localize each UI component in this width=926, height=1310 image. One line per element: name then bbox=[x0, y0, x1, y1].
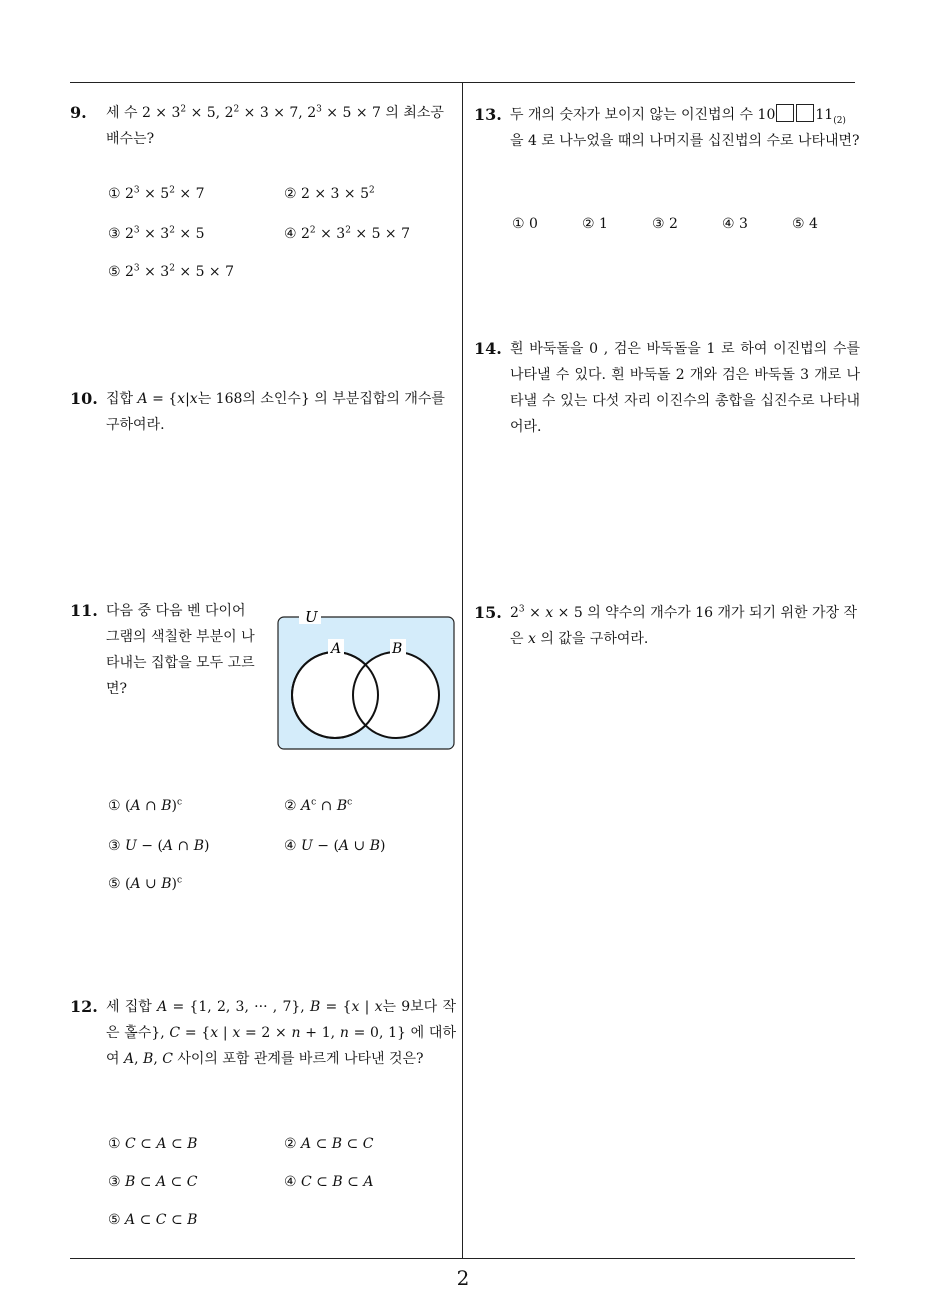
choice-3[interactable]: ③ $2^3 \times 3^2 \times 5$ bbox=[108, 225, 205, 242]
universe-label: U bbox=[305, 608, 318, 626]
question-text: 집합 A = {x|x는 168의 소인수} 의 부분집합의 개수를 구하여라. bbox=[106, 391, 445, 433]
question-number: 15. bbox=[474, 603, 502, 622]
question-number: 12. bbox=[70, 997, 98, 1016]
column-divider bbox=[462, 82, 463, 1258]
question-10 bbox=[70, 386, 456, 438]
choice-1[interactable]: ① $2^3 \times 5^2 \times 7$ bbox=[108, 185, 205, 202]
question-number: 11. bbox=[70, 601, 98, 620]
question-text: 두 개의 숫자가 보이지 않는 이진법의 수 10 $11_{(2)}$ 을 4 로 나누었을 때의 나머지를 십진법의 수로 나타내면? bbox=[510, 102, 860, 154]
question-11 bbox=[70, 598, 258, 702]
venn-diagram bbox=[277, 605, 457, 751]
question-number: 14. bbox=[474, 339, 502, 358]
choice-1[interactable]: ① 0 bbox=[512, 216, 538, 232]
question-9 bbox=[70, 100, 456, 152]
choice-2[interactable]: ② 1 bbox=[582, 216, 608, 232]
question-number: 9. bbox=[70, 103, 87, 122]
choice-2[interactable]: ② A ⊂ B ⊂ C bbox=[284, 1136, 374, 1152]
set-b-label: B bbox=[392, 641, 403, 657]
choice-3[interactable]: ③ U − (A ∩ B) bbox=[108, 838, 210, 854]
choice-2[interactable]: ② $2 \times 3 \times 5^2$ bbox=[284, 185, 375, 202]
question-14 bbox=[474, 336, 860, 440]
choice-5[interactable]: ⑤ (A ∪ B)$^c$ bbox=[108, 875, 183, 892]
choice-1[interactable]: ① (A ∩ B)$^c$ bbox=[108, 797, 183, 814]
choice-5[interactable]: ⑤ A ⊂ C ⊂ B bbox=[108, 1212, 198, 1228]
question-text: 세 집합 A = {1, 2, 3, ··· , 7}, B = {x | x는 9보다 작은 홀수}, C = {x | x = 2 × n + 1, n = 0, 1} 에 대하여 A, B, C 사이의 포함 관계를 바르게 나타낸 것은? bbox=[106, 999, 456, 1067]
question-13 bbox=[474, 102, 860, 154]
choice-1[interactable]: ① C ⊂ A ⊂ B bbox=[108, 1136, 198, 1152]
choice-4[interactable]: ④ 3 bbox=[722, 216, 748, 232]
question-15 bbox=[474, 600, 860, 652]
question-12 bbox=[70, 994, 456, 1072]
footer-rule bbox=[70, 1258, 855, 1259]
choice-3[interactable]: ③ B ⊂ A ⊂ C bbox=[108, 1174, 198, 1190]
question-text: 흰 바둑돌을 0 , 검은 바둑돌을 1 로 하여 이진법의 수를 나타낼 수 있다. 흰 바둑돌 2 개와 검은 바둑돌 3 개로 나타낼 수 있는 다섯 자리 이진수의 총합을 십진수로 나타내어라. bbox=[510, 341, 860, 435]
choice-3[interactable]: ③ 2 bbox=[652, 216, 678, 232]
choice-4[interactable]: ④ U − (A ∪ B) bbox=[284, 838, 386, 854]
question-text: 다음 중 다음 벤 다이어그램의 색칠한 부분이 나타내는 집합을 모두 고르면? bbox=[106, 603, 255, 697]
choice-5[interactable]: ⑤ $2^3 \times 3^2 \times 5 \times 7$ bbox=[108, 263, 235, 280]
choice-4[interactable]: ④ $2^2 \times 3^2 \times 5 \times 7$ bbox=[284, 225, 411, 242]
set-a-label: A bbox=[331, 641, 342, 657]
question-text: $2^3 \times x \times 5$ 의 약수의 개수가 16 개가 되기 위한 가장 작은 x 의 값을 구하여라. bbox=[510, 604, 857, 647]
choice-4[interactable]: ④ C ⊂ B ⊂ A bbox=[284, 1174, 374, 1190]
question-number: 10. bbox=[70, 389, 98, 408]
question-number: 13. bbox=[474, 105, 502, 124]
choice-2[interactable]: ② $A^c$ ∩ $B^c$ bbox=[284, 797, 353, 814]
page-number: 2 bbox=[456, 1266, 470, 1290]
choice-5[interactable]: ⑤ 4 bbox=[792, 216, 818, 232]
question-text: 세 수 $2 \times 3^2 \times 5$, $2^2 \times 3 \times 7$, $2^3 \times 5 \times 7$ 의 최소공배수는? bbox=[106, 104, 444, 147]
